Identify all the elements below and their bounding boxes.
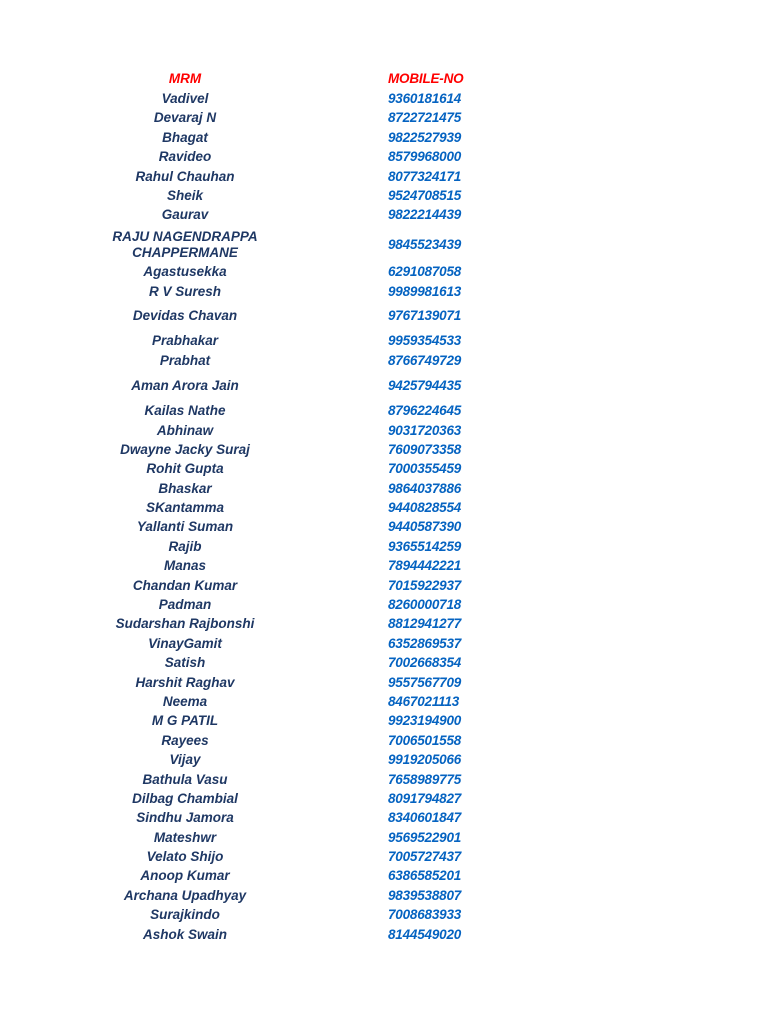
mrm-name: Yallanti Suman: [136, 519, 234, 534]
mobile-number-link[interactable]: 8091794827: [388, 791, 462, 806]
table-row: [0, 653, 768, 672]
mrm-name: Aman Arora Jain: [131, 378, 239, 393]
mobile-number-link[interactable]: 9557567709: [388, 675, 462, 690]
header-mobile-no: MOBILE-NO: [388, 71, 464, 86]
table-row: [0, 847, 768, 866]
mobile-number-link[interactable]: 7000355459: [388, 461, 462, 476]
mrm-name: Bhaskar: [158, 481, 212, 496]
mrm-name: Archana Upadhyay: [123, 888, 247, 903]
table-row: [0, 886, 768, 905]
table-row: [0, 905, 768, 924]
mrm-name: Rahul Chauhan: [135, 169, 235, 184]
mrm-name: Ashok Swain: [142, 927, 228, 942]
mobile-number-link[interactable]: 6352869537: [388, 636, 462, 651]
table-row: [0, 108, 768, 127]
mrm-name: Mateshwr: [153, 830, 217, 845]
mobile-number-link[interactable]: 9365514259: [388, 539, 462, 554]
mobile-number-link[interactable]: 8796224645: [388, 403, 462, 418]
table-row: [0, 828, 768, 847]
mobile-number-link[interactable]: 7006501558: [388, 733, 462, 748]
mrm-name: Chandan Kumar: [132, 578, 238, 593]
mobile-number-link[interactable]: 9767139071: [388, 308, 462, 323]
mobile-number-link[interactable]: 8766749729: [388, 353, 462, 368]
mrm-name: Sheik: [166, 188, 204, 203]
mobile-number-link[interactable]: 6291087058: [388, 264, 462, 279]
mobile-number-link[interactable]: 7005727437: [388, 849, 462, 864]
mrm-name: Sudarshan Rajbonshi: [115, 616, 255, 631]
mobile-number-link[interactable]: 9923194900: [388, 713, 462, 728]
mobile-number-link[interactable]: 8144549020: [388, 927, 462, 942]
mrm-name: Padman: [158, 597, 212, 612]
mrm-name: M G PATIL: [151, 713, 219, 728]
mrm-name: Rajib: [168, 539, 202, 554]
table-row: [0, 205, 768, 224]
mobile-number-link[interactable]: 7008683933: [388, 907, 462, 922]
mobile-number-link[interactable]: 8467021113: [388, 694, 460, 709]
mobile-number-link[interactable]: 9569522901: [388, 830, 462, 845]
table-row: [0, 167, 768, 186]
mrm-name: Surajkindo: [150, 907, 220, 922]
mrm-name: Anoop Kumar: [140, 868, 230, 883]
mobile-number-link[interactable]: 8077324171: [388, 169, 462, 184]
mobile-number-link[interactable]: 8812941277: [388, 616, 462, 631]
mrm-name: Devaraj N: [153, 110, 217, 125]
mobile-number-link[interactable]: 9959354533: [388, 333, 462, 348]
mrm-name: Satish: [164, 655, 206, 670]
mobile-number-link[interactable]: 8260000718: [388, 597, 462, 612]
mobile-number-link[interactable]: 9524708515: [388, 188, 462, 203]
table-row: [0, 614, 768, 633]
table-row: [0, 262, 768, 281]
table-row: [0, 537, 768, 556]
mrm-name: Vijay: [169, 752, 201, 767]
table-row: [0, 351, 768, 370]
mrm-name: Ravideo: [158, 149, 212, 164]
table-row: [0, 595, 768, 614]
mrm-name: Bathula Vasu: [142, 772, 228, 787]
table-row: [0, 925, 768, 944]
table-row: [0, 459, 768, 478]
mrm-name: Neema: [162, 694, 208, 709]
mrm-name: Dilbag Chambial: [132, 791, 238, 806]
mobile-number-link[interactable]: 8340601847: [388, 810, 462, 825]
mrm-name: VinayGamit: [148, 636, 222, 651]
table-row: [0, 576, 768, 595]
mrm-name: Rayees: [161, 733, 209, 748]
mobile-number-link[interactable]: 7015922937: [388, 578, 462, 593]
mobile-number-link[interactable]: 7609073358: [388, 442, 462, 457]
table-row: [0, 440, 768, 459]
table-row: [0, 306, 768, 325]
table-row: [0, 731, 768, 750]
table-row: [0, 750, 768, 769]
table-row: [0, 770, 768, 789]
mobile-number-link[interactable]: 7658989775: [388, 772, 462, 787]
mobile-number-link[interactable]: 9822527939: [388, 130, 462, 145]
mrm-name: SKantamma: [145, 500, 225, 515]
mrm-name: Bhagat: [162, 130, 208, 145]
table-row: [0, 789, 768, 808]
mobile-number-link[interactable]: 9845523439: [388, 237, 462, 252]
mobile-number-link[interactable]: 9989981613: [388, 284, 462, 299]
table-row: [0, 517, 768, 536]
table-row: [0, 692, 768, 711]
table-row: [0, 808, 768, 827]
table-row: [0, 89, 768, 108]
table-row: [0, 331, 768, 350]
mrm-name: Prabhat: [159, 353, 211, 368]
mrm-name: Prabhakar: [151, 333, 219, 348]
mrm-name: Sindhu Jamora: [136, 810, 234, 825]
table-row: [0, 401, 768, 420]
table-row: [0, 479, 768, 498]
mobile-number-link[interactable]: 9864037886: [388, 481, 462, 496]
mobile-number-link[interactable]: 9360181614: [388, 91, 462, 106]
mrm-name: RAJU NAGENDRAPPA CHAPPERMANE: [112, 229, 258, 260]
table-row: [0, 498, 768, 517]
mobile-number-link[interactable]: 7002668354: [388, 655, 462, 670]
mobile-number-link[interactable]: 8579968000: [388, 149, 462, 164]
table-row: [0, 128, 768, 147]
mobile-number-link[interactable]: 9919205066: [388, 752, 462, 767]
table-row: [0, 673, 768, 692]
table-row: [0, 421, 768, 440]
mrm-name: Kailas Nathe: [144, 403, 226, 418]
mobile-number-link[interactable]: 9822214439: [388, 207, 462, 222]
mrm-name: R V Suresh: [148, 284, 222, 299]
header-mrm: MRM: [168, 71, 202, 86]
mrm-name: Abhinaw: [156, 423, 214, 438]
mrm-name: Vadivel: [161, 91, 209, 106]
mobile-number-link[interactable]: 6386585201: [388, 868, 462, 883]
table-row: [0, 866, 768, 885]
mobile-number-link[interactable]: 9839538807: [388, 888, 462, 903]
mrm-name: Velato Shijo: [146, 849, 224, 864]
table-row: [0, 711, 768, 730]
table-row: [0, 376, 768, 395]
mrm-name: Dwayne Jacky Suraj: [120, 442, 250, 457]
mobile-number-link[interactable]: 9031720363: [388, 423, 462, 438]
mobile-number-link[interactable]: 7894442221: [388, 558, 462, 573]
mobile-number-link[interactable]: 9425794435: [388, 378, 462, 393]
mobile-number-link[interactable]: 9440587390: [388, 519, 462, 534]
mrm-name: Harshit Raghav: [135, 675, 235, 690]
mobile-number-link[interactable]: 9440828554: [388, 500, 462, 515]
header-row: [0, 69, 768, 88]
table-row: [0, 186, 768, 205]
mobile-number-link[interactable]: 8722721475: [388, 110, 462, 125]
mrm-name: Agastusekka: [143, 264, 227, 279]
table-row: [0, 282, 768, 301]
table-row: [0, 556, 768, 575]
mrm-name: Gaurav: [161, 207, 209, 222]
mrm-name: Rohit Gupta: [146, 461, 224, 476]
mrm-name: Devidas Chavan: [132, 308, 238, 323]
mrm-name: Manas: [163, 558, 207, 573]
table-row: [0, 634, 768, 653]
table-row: [0, 229, 768, 260]
table-row: [0, 147, 768, 166]
